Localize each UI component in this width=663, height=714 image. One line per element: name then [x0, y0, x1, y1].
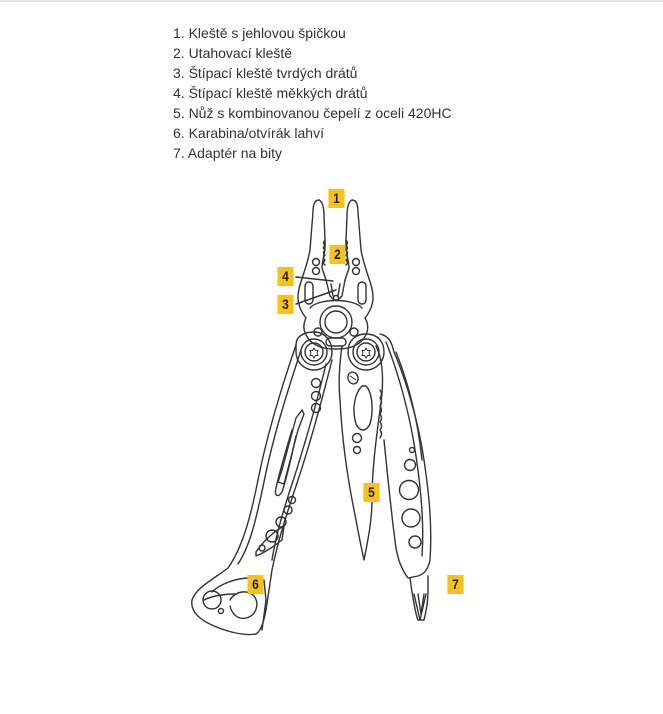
feature-item-1: 1. Kleště s jehlovou špičkou — [173, 25, 346, 41]
feature-item-6: 6. Karabina/otvírák lahví — [173, 125, 324, 141]
knife-blade — [339, 334, 384, 560]
callout-5: 5 — [363, 483, 379, 502]
feature-item-7: 7. Adaptér na bity — [173, 145, 282, 161]
feature-item-3: 3. Štípací kleště tvrdých drátů — [173, 65, 358, 81]
feature-item-2: 2. Utahovací kleště — [173, 45, 293, 61]
feature-item-5: 5. Nůž s kombinovanou čepelí z oceli 420HC — [173, 105, 452, 121]
callout-1: 1 — [328, 189, 344, 208]
callout-3: 3 — [277, 295, 293, 314]
leader-line-3 — [296, 290, 336, 304]
plier-jaw-right — [345, 200, 373, 318]
feature-item-4: 4. Štípací kleště měkkých drátů — [173, 85, 368, 101]
callout-2: 2 — [329, 245, 345, 264]
callout-7: 7 — [447, 575, 463, 594]
leader-lines — [296, 277, 336, 304]
handle-right — [380, 334, 431, 620]
callout-6: 6 — [247, 575, 263, 594]
plier-jaw-left — [298, 200, 326, 318]
callout-4: 4 — [277, 267, 293, 286]
